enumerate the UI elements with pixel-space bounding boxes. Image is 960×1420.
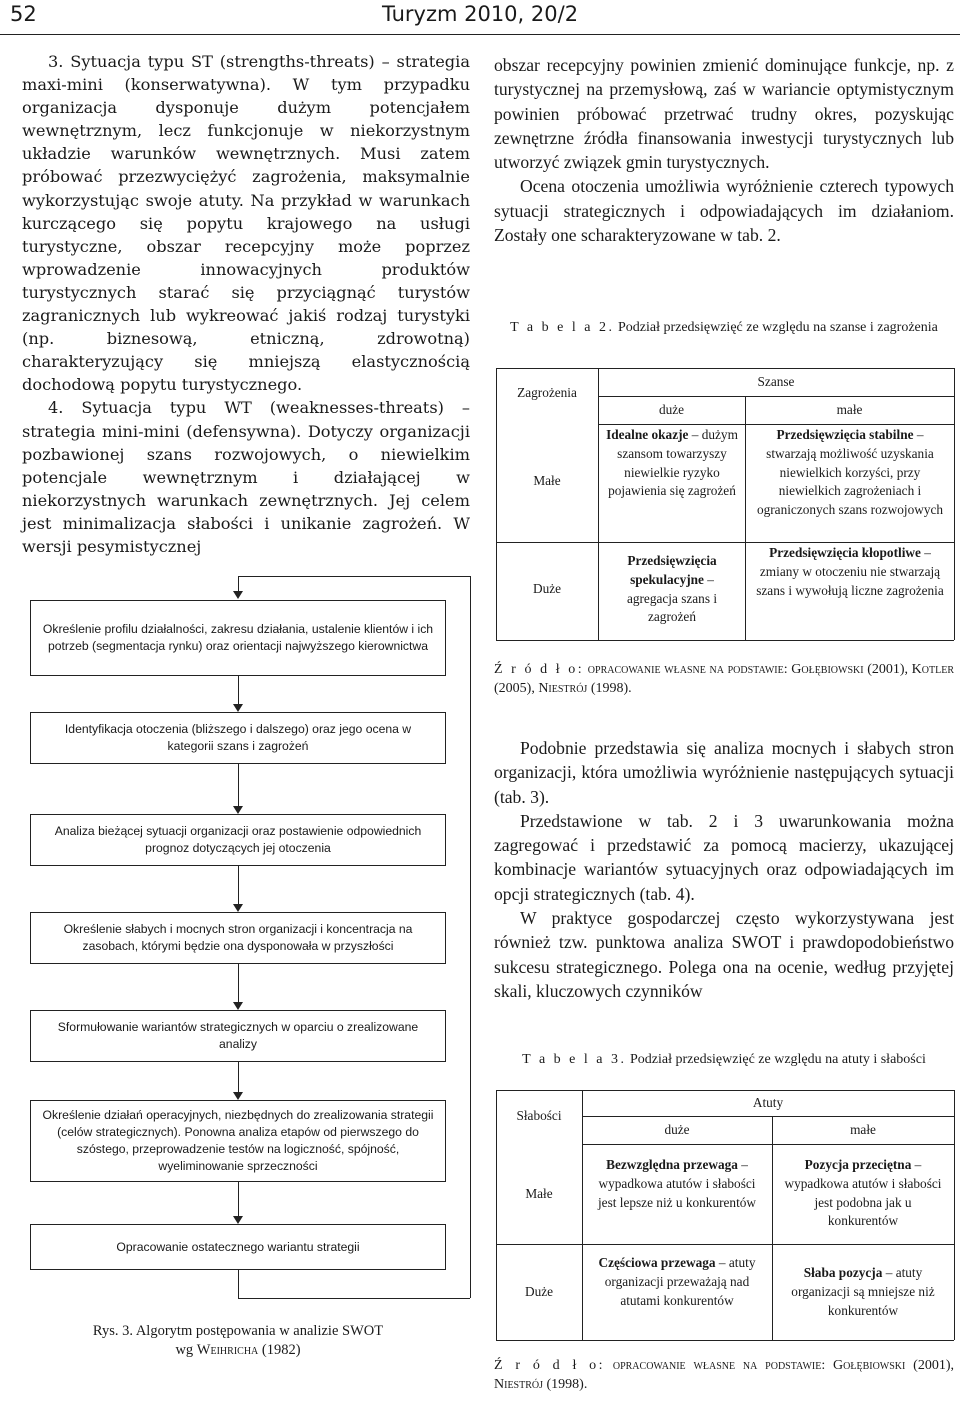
paragraph-continued: obszar recepcyjny powinien zmienić dominujące funkcje, np. z turystycznej na przemysłową, zaś w wariancie optymistycznym powinien próbować przetrwać trudny okres, pozyskując zewnętrzne źródła finansowania inwestycji turystycznych lub utworzyć związek gmin turystycznych. [494,55,954,173]
feedback-loop-line [238,576,239,592]
table3-cell-absolute-advantage: Bezwzględna przewaga – wypadkowa atutów i słabości jest lepsze niż u konkurentów [597,1157,757,1210]
flow-step-5: Sformułowanie wariantów strategicznych w oparciu o zrealizowane analizy [30,1010,446,1062]
table3-col-duze: duże [664,1122,690,1137]
table2-cell-ideal: Idealne okazje – dużym szansom towarzyszy niewielkie ryzyko pojawienia się zagrożeń [606,427,738,499]
table3-row-male: Małe [525,1186,553,1201]
flow-step-1: Określenie profilu działalności, zakresu działania, ustalenie klientów i ich potrzeb (segmentacja rynku) oraz orientacji najwyższego kierownictwa [30,600,446,676]
table3-caption: T a b e l a 3. Podział przedsięwzięć ze względu na atuty i słabości [522,1052,926,1067]
flow-connector [238,764,239,808]
table2-source: Ź r ó d ł o: opracowanie własne na podstawie: Gołębiowski (2001), Kotler (2005), Niestrój (1998). [494,662,954,696]
table3-col-male: małe [850,1122,876,1137]
header-rule [0,34,960,35]
table2-row-duze: Duże [532,581,562,596]
feedback-loop-line [238,1298,470,1299]
flow-step-7: Opracowanie ostatecznego wariantu strategii [30,1224,446,1270]
flow-step-3: Analiza bieżącej sytuacji organizacji oraz postawienie odpowiednich prognoz dotyczących jej otoczenia [30,814,446,866]
figure-caption-line1: Rys. 3. Algorytm postępowania w analizie SWOT [92,1323,384,1339]
flow-step-4: Określenie słabych i mocnych stron organizacji i koncentracja na zasobach, którymi będzie ona dysponowała w przyszłości [30,912,446,964]
journal-title: Turyzm 2010, 20/2 [381,2,579,26]
table3-cell-average-position: Pozycja przeciętna – wypadkowa atutów i słabości jest podobna jak u konkurentów [784,1157,942,1229]
arrow-down-icon [233,1092,243,1100]
flow-connector [238,964,239,1004]
page-number: 52 [10,2,37,26]
figure-caption-line2: wg Weihricha (1982) [175,1342,301,1358]
table2-row-header: Zagrożenia [517,385,577,400]
table2-col-male: małe [836,402,863,417]
flow-connector [238,1182,239,1218]
feedback-loop-line [470,576,471,1298]
paragraph-environment: Ocena otoczenia umożliwia wyróżnienie czterech typowych sytuacji strategicznych i odpowiadających im działaniom. Zostały one scharakteryzowane w tab. 2. [494,176,954,246]
table3-cell-partial-advantage: Częściowa przewaga – atuty organizacji przeważają nad atutami konkurentów [598,1255,756,1308]
figure-caption-author: Weihricha [196,1342,259,1358]
paragraph-strengths: Podobnie przedstawia się analiza mocnych i słabych stron organizacji, która umożliwia wyróżnienie następujących sytuacji (tab. 3). [494,738,954,807]
feedback-loop-line [238,576,470,577]
paragraph-wt: 4. Sytuacja typu WT (weaknesses-threats) – strategia mini-mini (defensywna). Dotyczy organizacji pozbawionej szans rozwojowych, o niewielkim potencjale wewnętrznym i działającej w niekorzystnych warunkach zewnętrznych. Jej celem jest minimalizacja słabości i unikanie zagrożeń. W wersji pesymistycznej [22,398,470,556]
arrow-down-icon [233,806,243,814]
arrow-down-icon [233,591,243,599]
table3-col-group: Atuty [752,1095,784,1110]
arrow-down-icon [233,1216,243,1224]
table2-caption: T a b e l a 2. Podział przedsięwzięć ze względu na szanse i zagrożenia [510,320,938,335]
arrow-down-icon [233,704,243,712]
flow-connector [238,1062,239,1094]
left-column-text [22,50,470,558]
flow-step-2: Identyfikacja otoczenia (bliższego i dalszego) oraz jego ocena w kategorii szans i zagrożeń [30,712,446,764]
arrow-down-icon [233,1002,243,1010]
table2-cell-speculative: Przedsięwzięcia spekulacyjne – agregacja szans i zagrożeń [626,553,718,625]
feedback-loop-line [238,1270,239,1298]
arrow-down-icon [233,904,243,912]
figure-caption [30,1322,446,1360]
table2-col-group: Szanse [757,374,795,389]
table2-col-duze: duże [658,402,685,417]
table3-cell-weak-position: Słaba pozycja – atuty organizacji są mniejsze niż konkurentów [791,1265,935,1318]
right-column-text-bottom [494,736,954,1003]
table3-row-header: Słabości [516,1108,562,1123]
table3-source: Ź r ó d ł o: opracowanie własne na podstawie: Gołębiowski (2001), Niestrój (1998). [494,1358,954,1392]
paragraph-st: 3. Sytuacja typu ST (strengths-threats) – strategia maxi-mini (konserwatywna). W tym przypadku organizacja dysponuje dużym potencjałem wewnętrznym, lecz funkcjonuje w niekorzystnym układzie warunków wewnętrznych. Musi zatem próbować przezwyciężyć zagrożenia, maksymalnie wykorzystując swoje atuty. Na przykład w warunkach kurczącego się popytu krajowego na usługi turystyczne, obszar recepcyjny może poprzez wprowadzenie innowacyjnych produktów turystycznych starać się przyciągnąć turystów zagranicznych lub wykreować jakiś rodzaj turystyki (np. biznesową, etniczną, zdrowotną) charakteryzujący się mniejszą elastycznością dochodową popytu turystycznego. [22,52,470,395]
table3-row-duze: Duże [524,1284,554,1299]
table2-cell-troublesome: Przedsięwzięcia kłopotliwe – zmiany w otoczeniu nie stwarzają szans i wywołują liczne zagrożenia [756,545,944,598]
table2-cell-stable: Przedsięwzięcia stabilne – stwarzają możliwość uzyskania niewielkich korzyści, przy niewielkich zagrożeniach i ograniczonych szans rozwojowych [756,427,944,518]
flow-connector [238,866,239,906]
flow-step-6: Określenie działań operacyjnych, niezbędnych do zrealizowania strategii (celów strategicznych). Ponowna analiza etapów od pierwszego do szóstego, przeprowadzenie testów na logiczność, spójność, wyeliminowanie sprzeczności [30,1100,446,1182]
flow-connector [238,676,239,706]
table2-row-male: Małe [533,473,561,488]
right-column-text-top [494,53,954,247]
paragraph-practice: W praktyce gospodarczej często wykorzystywana jest również tzw. punktowa analiza SWOT i prawdopodobieństwo sukcesu strategicznego. Polega ona na ocenie, według przyjętej skali, kluczowych czynników [494,908,954,1001]
paragraph-matrix: Przedstawione w tab. 2 i 3 uwarunkowania można zagregować i przedstawić za pomocą macierzy, ukazującej kombinacje wariantów sytuacyjnych oraz odpowiadających im opcji strategicznych (tab. 4). [494,810,954,904]
